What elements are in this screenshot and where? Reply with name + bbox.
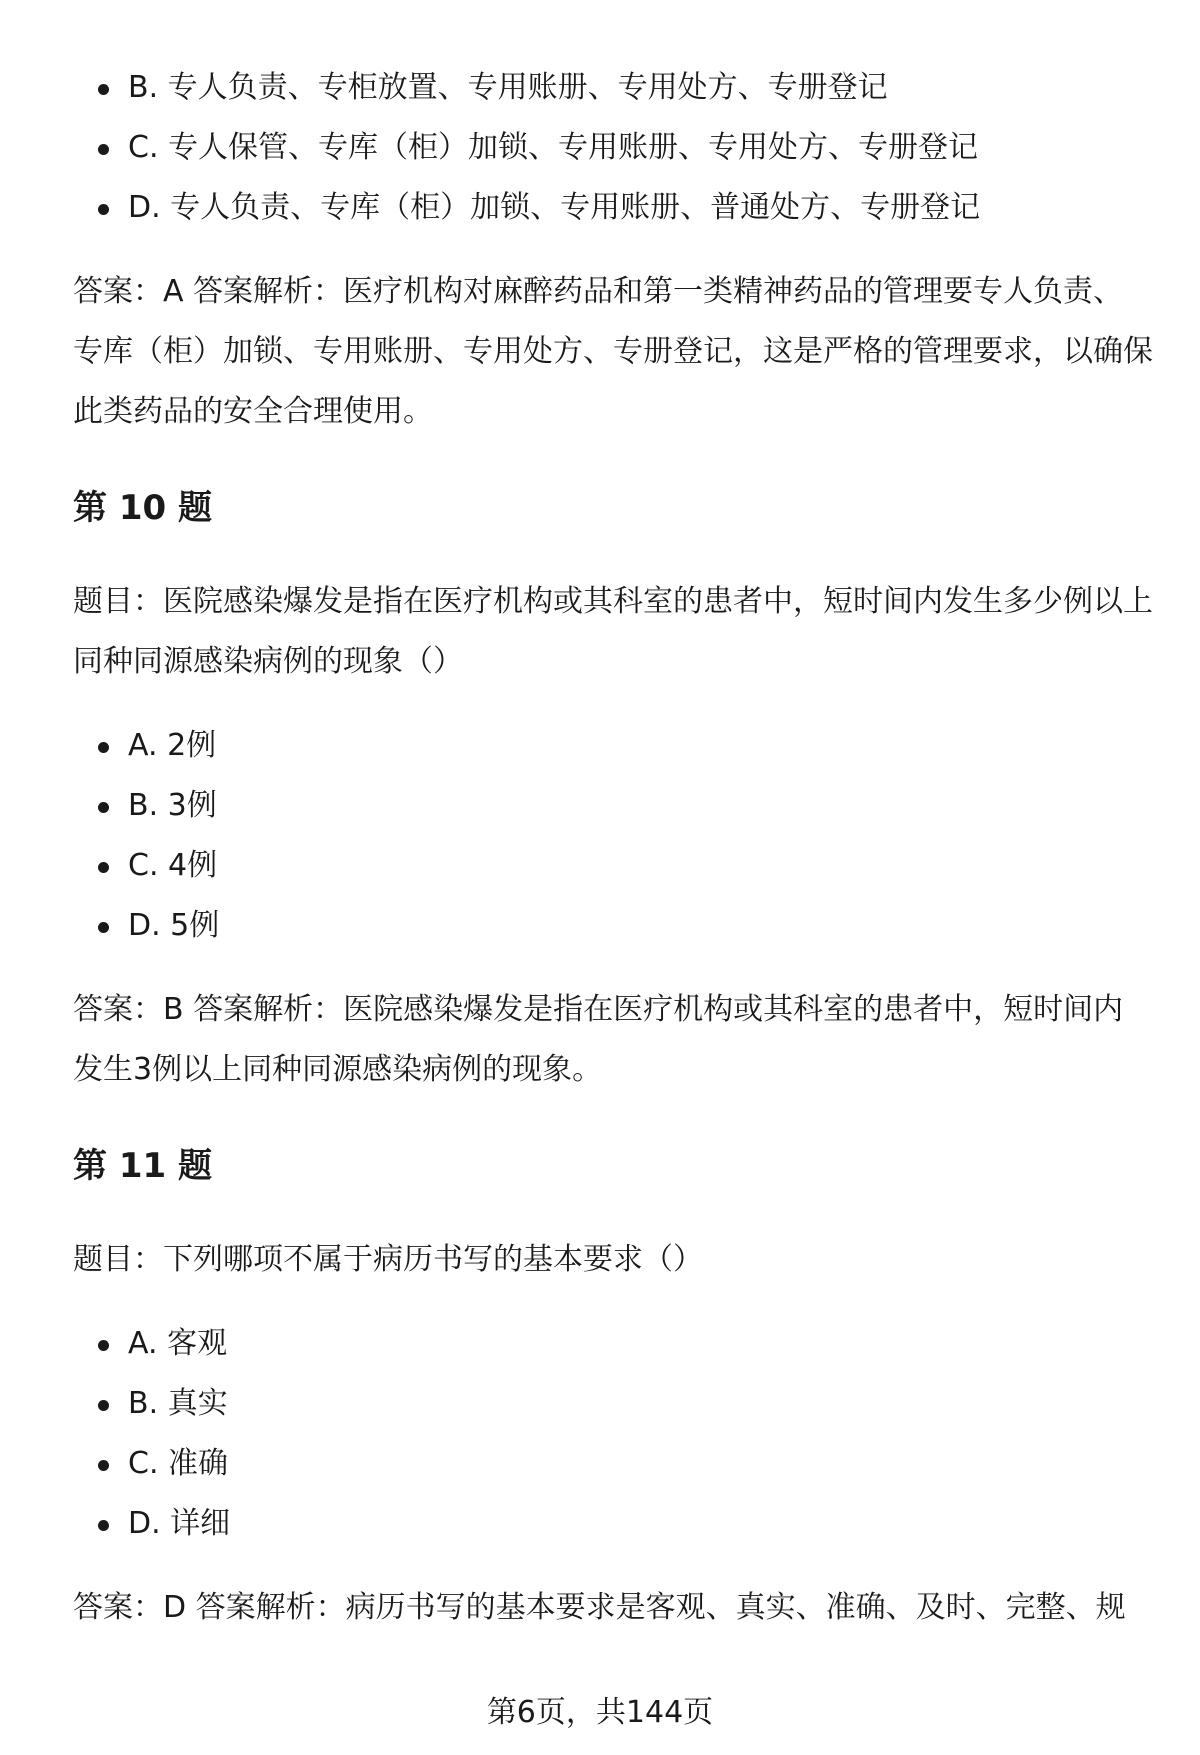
option-text: C. 4例 (128, 848, 218, 883)
q9-answer: 答案：A 答案解析：医疗机构对麻醉药品和第一类精神药品的管理要专人负责、专库（柜）加锁、专用账册、专用处方、专册登记，这是严格的管理要求，以确保此类药品的安全合理使用。 (73, 274, 1153, 429)
q9-option-b (73, 58, 1153, 118)
q9-option-c (73, 118, 1153, 178)
q11-heading: 第 11 题 (73, 1146, 212, 1186)
bullet-icon (98, 922, 109, 933)
q11-option-a (73, 1314, 1153, 1374)
q11-option-b (73, 1374, 1153, 1434)
bullet-icon (98, 1460, 109, 1471)
q10-question: 题目：医院感染爆发是指在医疗机构或其科室的患者中，短时间内发生多少例以上同种同源感染病例的现象（） (73, 584, 1153, 679)
bullet-icon (98, 742, 109, 753)
bullet-icon (98, 204, 109, 215)
q10-answer: 答案：B 答案解析：医院感染爆发是指在医疗机构或其科室的患者中，短时间内发生3例以上同种同源感染病例的现象。 (73, 992, 1124, 1087)
option-text: D. 专人负责、专库（柜）加锁、专用账册、普通处方、专册登记 (128, 190, 981, 225)
option-text: D. 详细 (128, 1506, 231, 1541)
q10-option-c (73, 836, 1153, 896)
option-text: A. 客观 (128, 1326, 228, 1361)
q10-options (73, 716, 1153, 956)
q9-option-d (73, 178, 1153, 238)
q11-option-c (73, 1434, 1153, 1494)
bullet-icon (98, 862, 109, 873)
option-text: B. 专人负责、专柜放置、专用账册、专用处方、专册登记 (128, 70, 888, 105)
page-content (73, 58, 1153, 1638)
option-text: C. 专人保管、专库（柜）加锁、专用账册、专用处方、专册登记 (128, 130, 979, 165)
option-text: D. 5例 (128, 908, 220, 943)
bullet-icon (98, 1400, 109, 1411)
bullet-icon (98, 84, 109, 95)
q11-question: 题目：下列哪项不属于病历书写的基本要求（） (73, 1242, 703, 1277)
bullet-icon (98, 1340, 109, 1351)
option-text: A. 2例 (128, 728, 217, 763)
option-text: C. 准确 (128, 1446, 229, 1481)
option-text: B. 3例 (128, 788, 217, 823)
q10-heading: 第 10 题 (73, 488, 212, 528)
q9-options (73, 58, 1153, 238)
q11-options (73, 1314, 1153, 1554)
option-text: B. 真实 (128, 1386, 228, 1421)
q10-option-a (73, 716, 1153, 776)
q10-option-d (73, 896, 1153, 956)
bullet-icon (98, 802, 109, 813)
page-footer: 第6页，共144页 (486, 1695, 714, 1730)
bullet-icon (98, 144, 109, 155)
q11-option-d (73, 1494, 1153, 1554)
q10-option-b (73, 776, 1153, 836)
q11-answer: 答案：D 答案解析：病历书写的基本要求是客观、真实、准确、及时、完整、规 (73, 1590, 1126, 1625)
bullet-icon (98, 1520, 109, 1531)
